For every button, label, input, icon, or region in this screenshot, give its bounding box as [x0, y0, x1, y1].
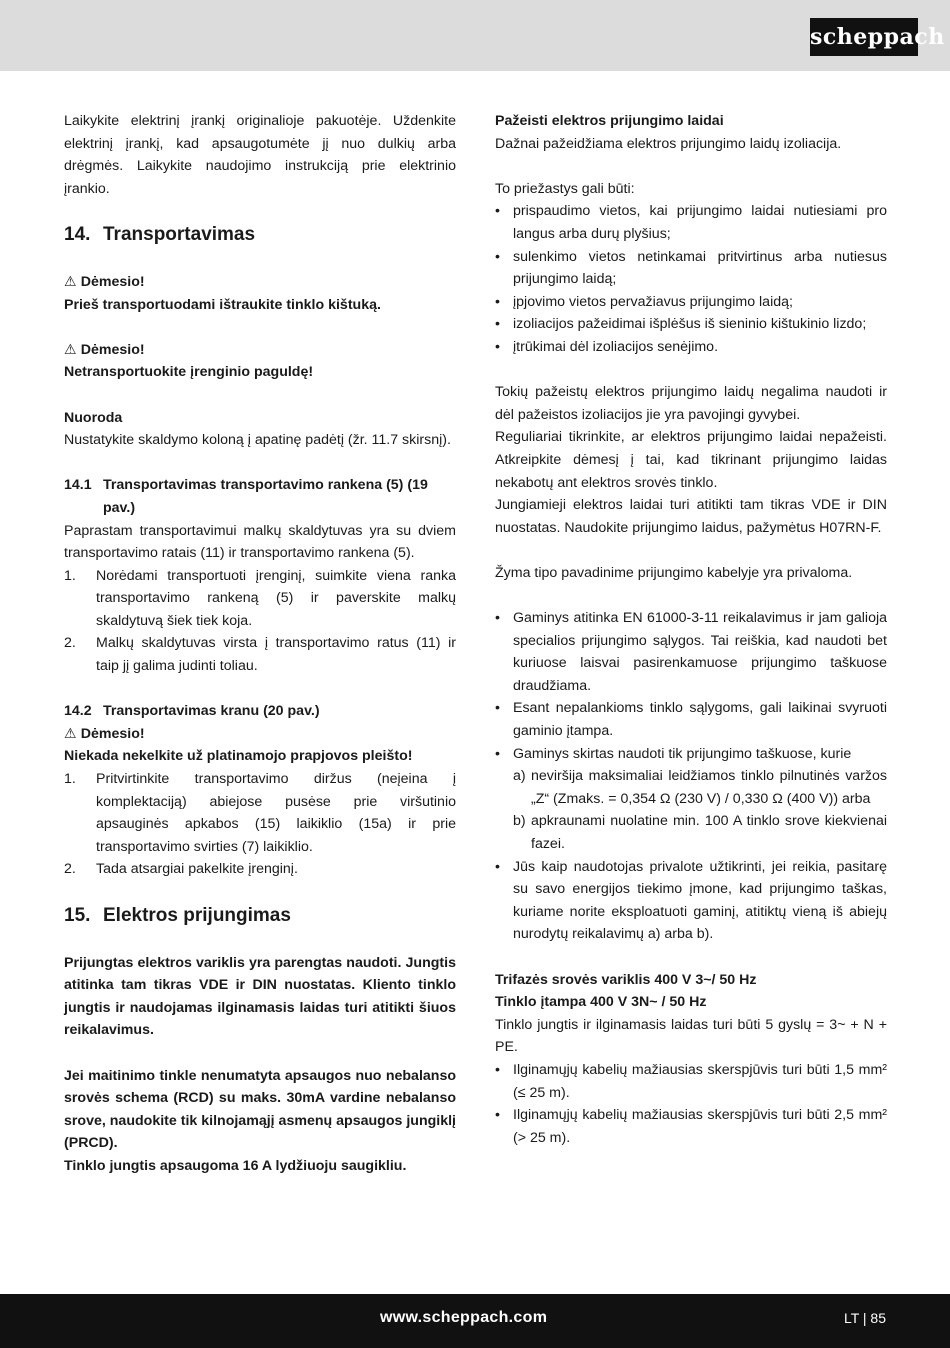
list-item: • Ilginamųjų kabelių mažiausias skerspjūvis turi būti 1,5 mm² (≤ 25 m). [495, 1061, 887, 1101]
scheppach-logo: scheppach [810, 18, 918, 56]
section-14-1-steps [64, 565, 456, 678]
motor-list [495, 1059, 887, 1149]
left-column [64, 110, 456, 1178]
warning-1: ⚠ Dėmesio! [64, 271, 456, 294]
causes-intro: To priežastys gali būti: [495, 180, 635, 197]
list-item: 1. Norėdami transportuoti įrenginį, suimkite viena ranka transportavimo rankeną (5) ir paverskite malkų skaldytuvą šiek tiek koja. [64, 567, 456, 629]
section-14-2-heading: 14.2 Transportavimas kranu (20 pav.) [64, 703, 320, 720]
list-item: • izoliacijos pažeidimai išplėšus iš sieninio kištukinio lizdo; [495, 316, 867, 333]
section-15-heading: 15. Elektros prijungimas [64, 905, 291, 926]
warning-triangle-icon: ⚠ [64, 273, 77, 290]
section-14-2-steps [64, 768, 456, 881]
list-item: a) neviršija maksimaliai leidžiamos tinklo pilnutinės varžos „Z“ (Zmaks. = 0,354 Ω (230 V) / 0,330 Ω (400 V)) arba [513, 768, 887, 807]
motor-text: Tinklo jungtis ir ilginamasis laidas turi būti 5 gyslų = 3~ + N + PE. [495, 1016, 887, 1056]
paragraph-3: Jungiamieji elektros laidai turi atitikti tam tikras VDE ir DIN nuostatas. Naudokite prijungimo laidus, pažymėtus H07RN-F. [495, 497, 887, 536]
intro-text: Laikykite elektrinį įrankį originalioje pakuotėje. Uždenkite elektrinį įrankį, kad apsaugotumėte jį nuo dulkių arba drėgmės. Laikykite naudojimo instrukciją prie elektrinio įrankio. [64, 113, 456, 197]
damaged-cables-title: Pažeisti elektros prijungimo laidai [495, 113, 724, 129]
list-item: • įpjovimo vietos pervažiavus prijungimo laidą; [495, 293, 793, 310]
warning-triangle-icon: ⚠ [64, 341, 77, 358]
paragraph-4: Žyma tipo pavadinime prijungimo kabelyje yra privaloma. [495, 564, 853, 581]
warning-3-text: Niekada nekelkite už platinamojo prapjovos pleišto! [64, 748, 413, 765]
list-item: • Gaminys atitinka EN 61000-3-11 reikalavimus ir jam galioja specialios prijungimo sąlygos. Tai reiškia, kad naudoti bet kuriuose laisvai pasirenkamuose prijungimo taškuose draudžiama. [495, 610, 887, 694]
alpha-list [495, 765, 887, 855]
damaged-cables-text: Dažnai pažeidžiama elektros prijungimo laidų izoliacija. [495, 135, 842, 152]
warning-1-text: Prieš transportuodami ištraukite tinklo kištuką. [64, 296, 381, 313]
page-header [0, 0, 950, 71]
paragraph-1: Tokių pažeistų elektros prijungimo laidų negalima naudoti ir dėl pažeistos izoliacijos jie yra pavojingi gyvybei. [495, 384, 887, 423]
motor-title-1: Trifazės srovės variklis 400 V 3~/ 50 Hz [495, 971, 757, 988]
right-column [495, 110, 887, 1149]
list-item: • prispaudimo vietos, kai prijungimo laidai nutiesiami pro langus arba durų plyšius; [495, 203, 887, 242]
section-15-bold-3: Tinklo jungtis apsaugoma 16 A lydžiuoju saugikliu. [64, 1157, 407, 1174]
warning-triangle-icon: ⚠ [64, 725, 77, 742]
warning-2-text: Netransportuokite įrenginio paguldę! [64, 364, 314, 381]
section-15-bold-1: Prijungtas elektros variklis yra parengtas naudoti. Jungtis atitinka tam tikras VDE ir DIN nuostatas. Kliento tinklo jungtis ir naudojamas ilginamasis laidas turi atitikti šiuos reikalavimus. [64, 954, 456, 1039]
list-item: • Jūs kaip naudotojas privalote užtikrinti, jei reikia, pasitarę su savo energijos tiekimo įmone, kad prijungimo taškas, kuriame norite eksploatuoti gaminį, atitiktų vieną iš abiejų nurodytų reikalavimų a) arba b). [495, 858, 887, 943]
section-14-1-text: Paprastam transportavimui malkų skaldytuvas yra su dviem transportavimo ratais (11) ir transportavimo rankena (5). [64, 522, 456, 562]
motor-title-2: Tinklo įtampa 400 V 3N~ / 50 Hz [495, 994, 707, 1011]
list-item: 2. Tada atsargiai pakelkite įrenginį. [64, 861, 298, 878]
section-15-bold-2: Jei maitinimo tinkle nenumatyta apsaugos nuo nebalanso srovės schema (RCD) su maks. 30mA vardine nebalanso srove, naudokite tik kilnojamąjį asmenų apsaugos jungiklį (PRCD). [64, 1067, 456, 1152]
causes-list [495, 200, 887, 358]
list-item: 2. Malkų skaldytuvas virsta į transportavimo ratus (11) ir taip jį galima judinti toliau. [64, 635, 456, 675]
list-item: • sulenkimo vietos netinkamai pritvirtinus arba nutiesus prijungimo laidą; [495, 248, 887, 288]
paragraph-2: Reguliariai tikrinkite, ar elektros prijungimo laidai nepažeisti. Atkreipkite dėmesį į tai, kad tikrinant prijungimo laidas nekabotų ant elektros srovės tinklo. [495, 429, 887, 491]
user-responsibility-list [495, 856, 887, 946]
note-label: Nuoroda [64, 409, 123, 426]
page-number: LT | 85 [843, 1310, 886, 1326]
list-item: • Ilginamųjų kabelių mažiausias skerspjūvis turi būti 2,5 mm² (> 25 m). [495, 1107, 887, 1146]
section-14-1-heading: 14.1 Transportavimas transportavimo rankena (5) (19 pav.) [64, 477, 428, 516]
conditions-list [495, 607, 887, 765]
note-text: Nustatykite skaldymo koloną į apatinę padėtį (žr. 11.7 skirsnį). [64, 432, 451, 449]
list-item: • įtrūkimai dėl izoliacijos senėjimo. [495, 338, 719, 355]
page-footer [0, 1294, 950, 1348]
list-item: • Gaminys skirtas naudoti tik prijungimo taškuose, kurie [495, 745, 852, 762]
warning-3: ⚠ Dėmesio! [64, 723, 456, 746]
section-14-heading: 14. Transportavimas [64, 224, 256, 246]
list-item: • Esant nepalankioms tinklo sąlygoms, gali laikinai svyruoti gaminio įtampa. [495, 700, 887, 740]
warning-2: ⚠ Dėmesio! [64, 339, 456, 362]
list-item: b) apkraunami nuolatine min. 100 A tinklo srove kiekvienai fazei. [513, 813, 887, 852]
website-link[interactable]: www.scheppach.com [380, 1309, 548, 1326]
list-item: 1. Pritvirtinkite transportavimo diržus (neįeina į komplektaciją) abiejose pusėse prie viršutinio apsauginės apkabos (15) laikiklio (15a) ir prie transportavimo svirties (7) laikiklio. [64, 771, 456, 855]
